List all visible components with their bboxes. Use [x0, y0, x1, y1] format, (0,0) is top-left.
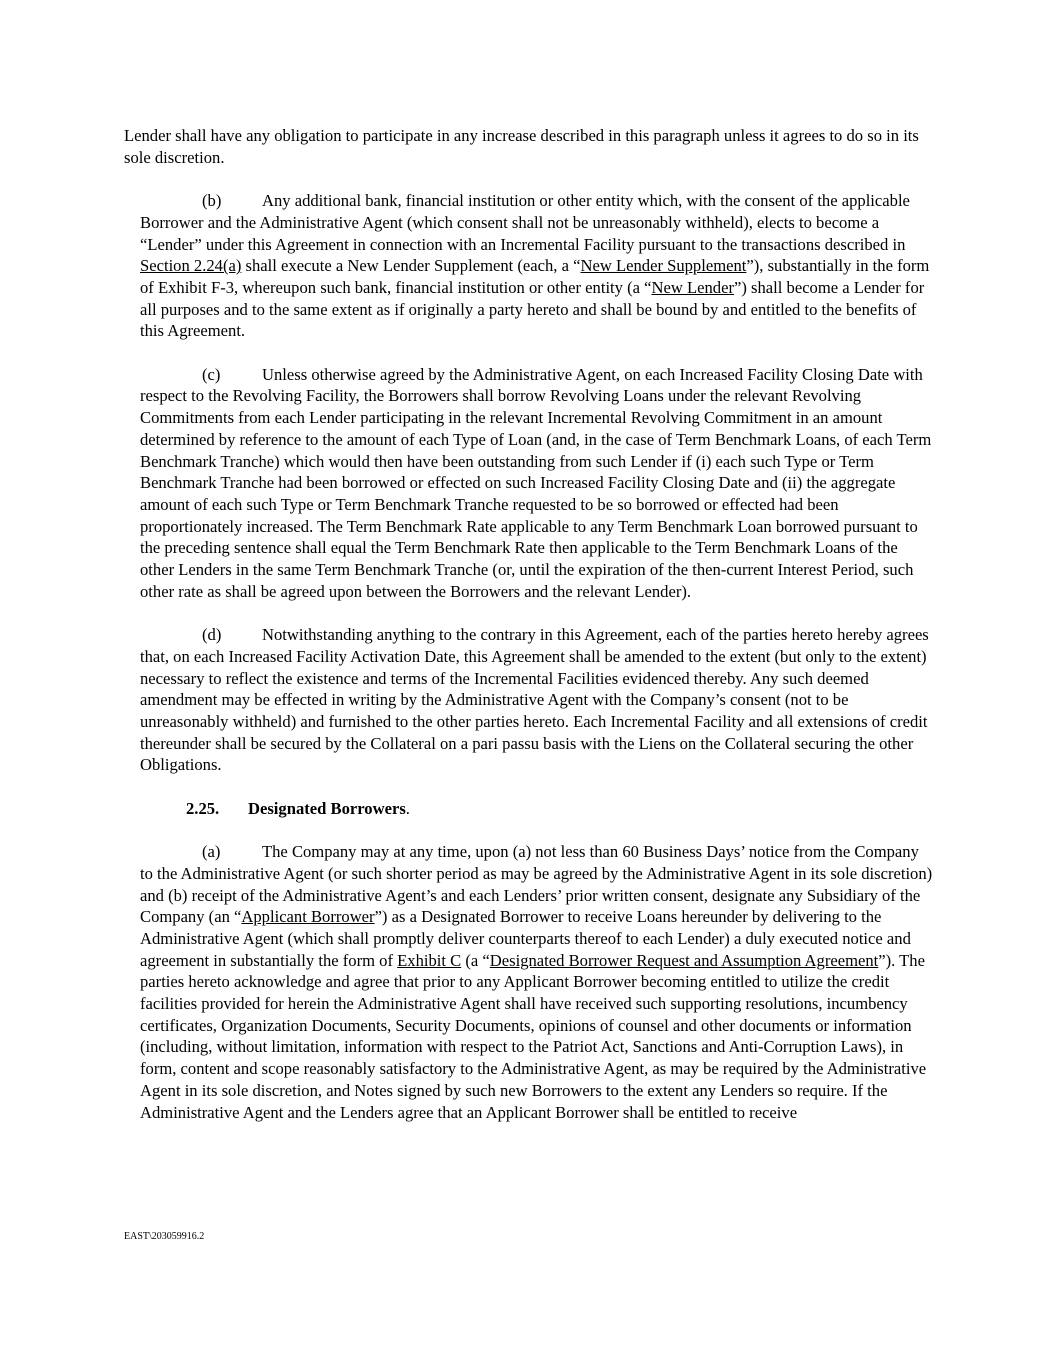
paragraph-number: (c) [202, 364, 221, 384]
section-number: 2.25. [186, 798, 220, 818]
paragraph-d: (d) Notwithstanding anything to the contrary in this Agreement, each of the parties hereto hereby agrees that, on each Increased Facility Activation Date, this Agreement shall be amended to the extent (but only to the extent) necessary to reflect the existence and terms of the Incremental Facilities evidenced thereby. Any such deemed amendment may be effected in writing by the Administrative Agent with the Company’s consent (not to be unreasonably withheld) and furnished to the other parties hereto. Each Incremental Facility and all extensions of credit thereunder shall be secured by the Collateral on a pari passu basis with the Liens on the Collateral securing the other Obligations. [140, 625, 929, 775]
exhibit-reference: Exhibit C [397, 950, 462, 970]
document-id-footer: EAST\203059916.2 [124, 1231, 205, 1242]
section-heading: 2.25. Designated Borrowers. [186, 798, 410, 818]
paragraph-b: (b) Any additional bank, financial institution or other entity which, with the consent of the applicable Borrower and the Administrative Agent (which consent shall not be unreasonably withheld), elects to become a “Lender” under this Agreement in connection with an Incremental Facility pursuant to the transactions described in Section 2.24(a) shall execute a New Lender Supplement (each, a “New Lender Supplement”), substantially in the form of Exhibit F-3, whereupon such bank, financial institution or other entity (a “New Lender”) shall become a Lender for all purposes and to the same extent as if originally a party hereto and shall be bound by and entitled to the benefits of this Agreement. [140, 191, 930, 341]
defined-term: Designated Borrower Request and Assumption Agreement [489, 950, 879, 970]
defined-term: New Lender Supplement [580, 256, 747, 276]
paragraph-c: (c) Unless otherwise agreed by the Administrative Agent, on each Increased Facility Closing Date with respect to the Revolving Facility, the Borrowers shall borrow Revolving Loans under the relevant Revolving Commitments from each Lender participating in the relevant Incremental Revolving Commitment in an amount determined by reference to the amount of each Type of Loan (and, in the case of Term Benchmark Loans, of each Term Benchmark Tranche) which would then have been outstanding from such Lender if (i) each such Type or Term Benchmark Tranche had been borrowed or effected on such Increased Facility Closing Date and (ii) the aggregate amount of each such Type or Term Benchmark Tranche requested to be so borrowed or effected had been proportionately increased. The Term Benchmark Rate applicable to any Term Benchmark Loan borrowed pursuant to the preceding sentence shall equal the Term Benchmark Rate then applicable to the Term Benchmark Loans of the other Lenders in the same Term Benchmark Tranche (or, until the expiration of the then-current Interest Period, such other rate as shall be agreed upon between the Borrowers and the relevant Lender). [140, 364, 932, 601]
section-reference-link: Section 2.24(a) [140, 256, 242, 276]
defined-term: Applicant Borrower [241, 907, 375, 927]
paragraph-number: (a) [202, 842, 221, 862]
document-body [124, 125, 934, 1145]
paragraph-number: (b) [202, 191, 222, 211]
section-title: Designated Borrowers [248, 798, 406, 818]
defined-term: New Lender [651, 277, 734, 297]
paragraph-a: (a) The Company may at any time, upon (a) not less than 60 Business Days’ notice from the Company to the Administrative Agent (or such shorter period as may be agreed by the Administrative Agent in its sole discretion) and (b) receipt of the Administrative Agent’s and each Lenders’ prior written consent, designate any Subsidiary of the Company (an “Applicant Borrower”) as a Designated Borrower to receive Loans hereunder by delivering to the Administrative Agent (which shall promptly deliver counterparts thereof to each Lender) a duly executed notice and agreement in substantially the form of Exhibit C (a “Designated Borrower Request and Assumption Agreement”). The parties hereto acknowledge and agree that prior to any Applicant Borrower becoming entitled to utilize the credit facilities provided for herein the Administrative Agent shall have received such supporting resolutions, incumbency certificates, Organization Documents, Security Documents, opinions of counsel and other documents or information (including, without limitation, information with respect to the Patriot Act, Sanctions and Anti-Corruption Laws), in form, content and scope reasonably satisfactory to the Administrative Agent, as may be required by the Administrative Agent in its sole discretion, and Notes signed by such new Borrowers to the extent any Lenders so require. If the Administrative Agent and the Lenders agree that an Applicant Borrower shall be entitled to receive [140, 842, 933, 1122]
continuation-paragraph: Lender shall have any obligation to participate in any increase described in this paragraph unless it agrees to do so in its sole discretion. [124, 126, 919, 167]
paragraph-number: (d) [202, 625, 222, 645]
